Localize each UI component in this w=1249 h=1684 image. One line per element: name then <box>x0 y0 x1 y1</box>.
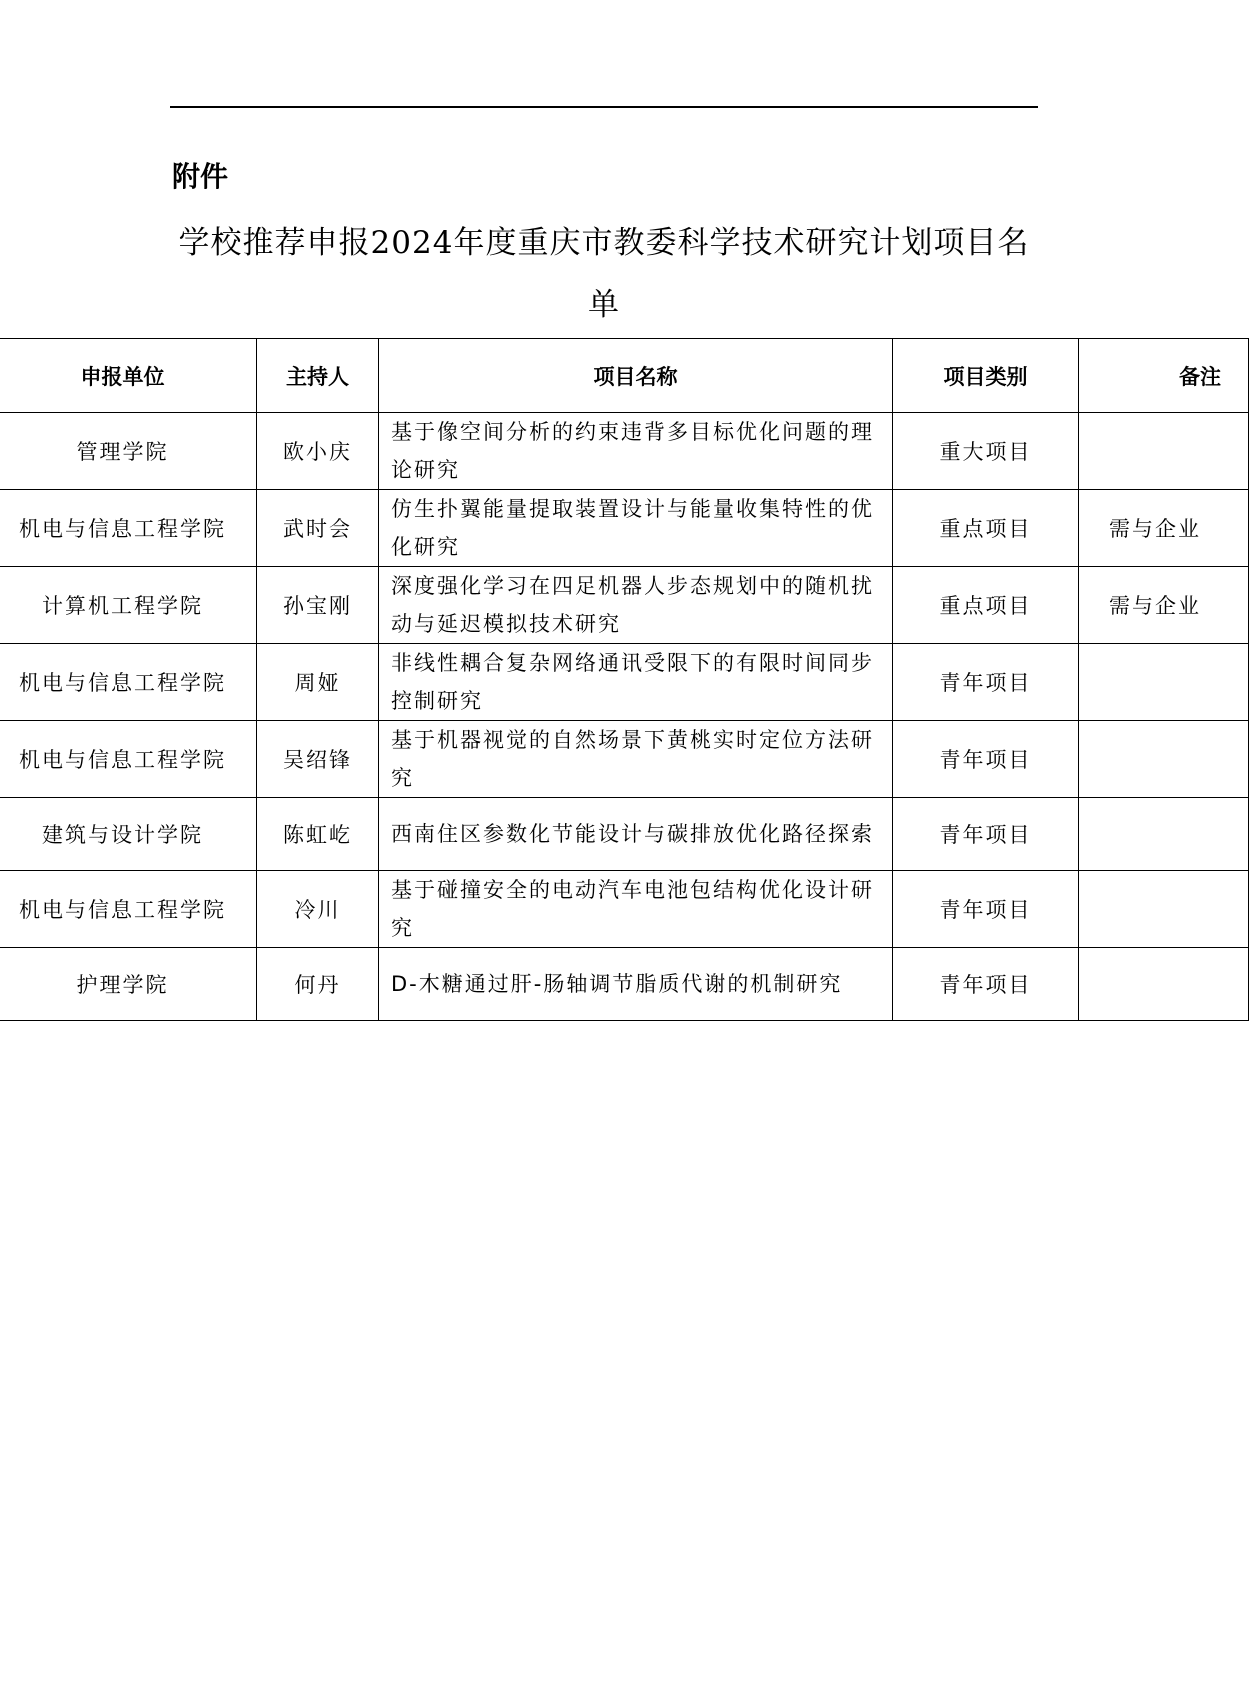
cell-project: 仿生扑翼能量提取装置设计与能量收集特性的优化研究 <box>379 490 893 567</box>
table-row <box>0 721 1249 798</box>
table-row <box>0 644 1249 721</box>
cell-unit: 护理学院 <box>0 948 257 1021</box>
cell-project: 基于机器视觉的自然场景下黄桃实时定位方法研究 <box>379 721 893 798</box>
cell-unit: 管理学院 <box>0 413 257 490</box>
cell-note <box>1079 413 1249 490</box>
cell-host: 冷川 <box>257 871 379 948</box>
project-table <box>0 338 1249 1021</box>
project-table-container <box>0 338 1221 1004</box>
column-header-project: 项目名称 <box>379 339 893 413</box>
cell-note: 需与企业 <box>1079 490 1249 567</box>
cell-project: 深度强化学习在四足机器人步态规划中的随机扰动与延迟模拟技术研究 <box>379 567 893 644</box>
column-header-unit: 申报单位 <box>0 339 257 413</box>
cell-unit: 机电与信息工程学院 <box>0 721 257 798</box>
cell-category: 青年项目 <box>893 948 1079 1021</box>
cell-note: 需与企业 <box>1079 567 1249 644</box>
cell-unit: 机电与信息工程学院 <box>0 490 257 567</box>
cell-host: 陈虹屹 <box>257 798 379 871</box>
table-row <box>0 798 1249 871</box>
table-header-row <box>0 339 1249 413</box>
cell-host: 欧小庆 <box>257 413 379 490</box>
cell-category: 青年项目 <box>893 871 1079 948</box>
cell-note <box>1079 721 1249 798</box>
cell-unit: 机电与信息工程学院 <box>0 644 257 721</box>
cell-note <box>1079 644 1249 721</box>
cell-project: 西南住区参数化节能设计与碳排放优化路径探索 <box>379 798 893 871</box>
cell-category: 青年项目 <box>893 644 1079 721</box>
cell-project: D-木糖通过肝-肠轴调节脂质代谢的机制研究 <box>379 948 893 1021</box>
cell-category: 青年项目 <box>893 721 1079 798</box>
cell-note <box>1079 948 1249 1021</box>
attachment-label: 附件 <box>172 160 229 193</box>
cell-host: 孙宝刚 <box>257 567 379 644</box>
cell-note <box>1079 871 1249 948</box>
cell-project: 基于像空间分析的约束违背多目标优化问题的理论研究 <box>379 413 893 490</box>
table-row <box>0 413 1249 490</box>
column-header-category: 项目类别 <box>893 339 1079 413</box>
top-rule <box>170 106 1038 108</box>
cell-category: 重大项目 <box>893 413 1079 490</box>
column-header-host: 主持人 <box>257 339 379 413</box>
cell-category: 重点项目 <box>893 567 1079 644</box>
table-row <box>0 490 1249 567</box>
cell-project: 基于碰撞安全的电动汽车电池包结构优化设计研究 <box>379 871 893 948</box>
cell-host: 武时会 <box>257 490 379 567</box>
column-header-note: 备注 <box>1079 339 1249 413</box>
cell-host: 吴绍锋 <box>257 721 379 798</box>
cell-unit: 计算机工程学院 <box>0 567 257 644</box>
cell-host: 周娅 <box>257 644 379 721</box>
cell-unit: 机电与信息工程学院 <box>0 871 257 948</box>
cell-category: 重点项目 <box>893 490 1079 567</box>
cell-category: 青年项目 <box>893 798 1079 871</box>
cell-note <box>1079 798 1249 871</box>
document-title: 学校推荐申报2024年度重庆市教委科学技术研究计划项目名单 <box>178 225 1030 323</box>
cell-project: 非线性耦合复杂网络通讯受限下的有限时间同步控制研究 <box>379 644 893 721</box>
cell-host: 何丹 <box>257 948 379 1021</box>
table-row <box>0 871 1249 948</box>
cell-unit: 建筑与设计学院 <box>0 798 257 871</box>
table-row <box>0 567 1249 644</box>
table-row <box>0 948 1249 1021</box>
